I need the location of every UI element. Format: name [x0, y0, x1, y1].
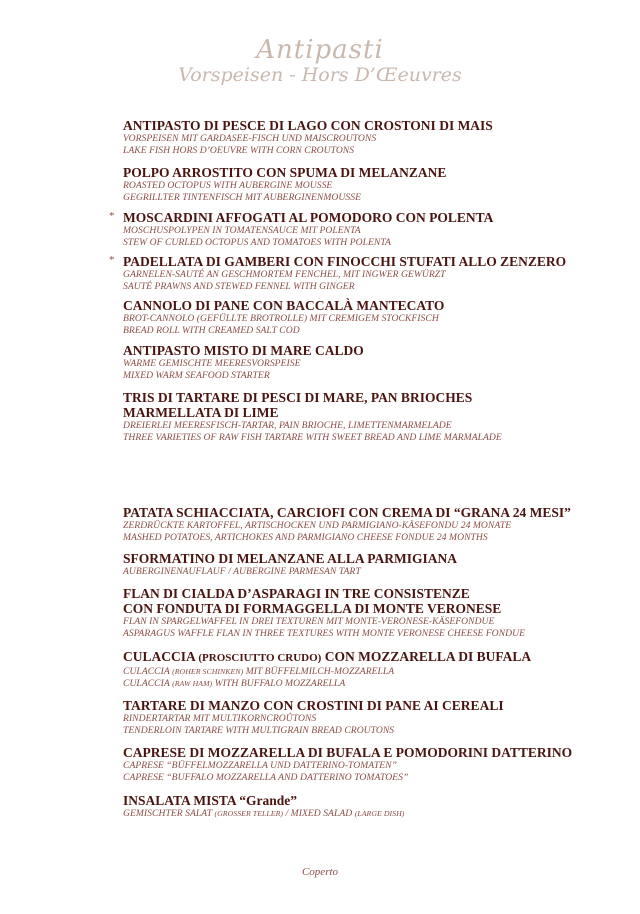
- dish-item: [123, 649, 613, 690]
- dish-name: POLPO ARROSTITO CON SPUMA DI MELANZANE: [123, 165, 447, 180]
- dish-marker: *: [109, 254, 115, 266]
- dish-translation: CAPRESE “BUFFALO MOZZARELLA AND DATTERINO TOMATOES”: [123, 772, 409, 783]
- dish-translation: FLAN IN SPARGELWAFFEL IN DREI TEXTUREN MIT MONTE-VERONESE-KÄSEFONDUE: [123, 616, 495, 627]
- coperto-label: Coperto: [301, 866, 339, 878]
- dish-translation: ASPARAGUS WAFFLE FLAN IN THREE TEXTURES WITH MONTE VERONESE CHEESE FONDUE: [123, 628, 525, 639]
- dish-translation: DREIERLEI MEERESFISCH-TARTAR, PAIN BRIOCHE, LIMETTENMARMELADE: [123, 420, 452, 431]
- dish-item: [123, 298, 613, 337]
- dish-item: [123, 505, 613, 544]
- dish-item: [109, 210, 613, 249]
- dish-translation: TENDERLOIN TARTARE WITH MULTIGRAIN BREAD CROUTONS: [123, 725, 395, 736]
- dish-name: ANTIPASTO DI PESCE DI LAGO CON CROSTONI DI MAIS: [123, 118, 493, 133]
- section-title: Antipasti: [256, 35, 384, 65]
- dish-name: CANNOLO DI PANE CON BACCALÀ MANTECATO: [123, 298, 445, 313]
- dish-translation: BREAD ROLL WITH CREAMED SALT COD: [123, 325, 300, 336]
- dish-name: TARTARE DI MANZO CON CROSTINI DI PANE AI CEREALI: [123, 698, 504, 713]
- dish-name: ANTIPASTO MISTO DI MARE CALDO: [123, 343, 364, 358]
- dish-translation: LAKE FISH HORS D’OEUVRE WITH CORN CROUTONS: [123, 145, 355, 156]
- menu-header: [0, 36, 640, 86]
- dish-item: [123, 118, 613, 157]
- dish-translation: RINDERTARTAR MIT MULTIKORNCROÛTONS: [123, 713, 317, 724]
- dish-translation: MIXED WARM SEAFOOD STARTER: [123, 370, 270, 381]
- dish-translation: BROT-CANNOLO (GEFÜLLTE BROTROLLE) MIT CREMIGEM STOCKFISCH: [123, 313, 439, 324]
- dish-item: [123, 745, 613, 784]
- dish-name: PATATA SCHIACCIATA, CARCIOFI CON CREMA DI “GRANA 24 MESI”: [123, 505, 571, 520]
- dish-marker: *: [109, 210, 115, 222]
- dish-name: MARMELLATA DI LIME: [123, 405, 279, 420]
- dish-item: [123, 551, 613, 578]
- section-subtitle: Vorspeisen - Hors D’Œeuvres: [178, 64, 462, 86]
- dish-name: INSALATA MISTA “Grande”: [123, 793, 298, 808]
- dish-translation: CULACCIA (ROHER SCHINKEN) MIT BÜFFELMILCH-MOZZARELLA: [123, 666, 395, 677]
- dish-name: CON FONDUTA DI FORMAGGELLA DI MONTE VERONESE: [123, 601, 502, 616]
- dish-translation: MASHED POTATOES, ARTICHOKES AND PARMIGIANO CHEESE FONDUE 24 MONTHS: [123, 532, 488, 543]
- dish-item: [123, 390, 613, 444]
- dish-item: [123, 165, 613, 204]
- dish-translation: STEW OF CURLED OCTOPUS AND TOMATOES WITH POLENTA: [123, 237, 391, 248]
- dish-name: CULACCIA (PROSCIUTTO CRUDO) CON MOZZARELLA DI BUFALA: [123, 649, 532, 664]
- dish-name: MOSCARDINI AFFOGATI AL POMODORO CON POLENTA: [123, 210, 494, 225]
- dish-item: [123, 793, 613, 820]
- dish-translation: CULACCIA (RAW HAM) WITH BUFFALO MOZZARELLA: [123, 678, 346, 689]
- dish-translation: VORSPEISEN MIT GARDASEE-FISCH UND MAISCROUTONS: [123, 133, 377, 144]
- dish-translation: GEMISCHTER SALAT (GROSSER TELLER) / MIXED SALAD (LARGE DISH): [123, 808, 405, 819]
- dish-translation: ROASTED OCTOPUS WITH AUBERGINE MOUSSE: [123, 180, 333, 191]
- dish-name: PADELLATA DI GAMBERI CON FINOCCHI STUFATI ALLO ZENZERO: [123, 254, 567, 269]
- dish-translation: ZERDRÜCKTE KARTOFFEL, ARTISCHOCKEN UND PARMIGIANO-KÄSEFONDU 24 MONATE: [123, 520, 512, 531]
- dish-name: SFORMATINO DI MELANZANE ALLA PARMIGIANA: [123, 551, 458, 566]
- dish-item: [109, 254, 613, 293]
- dish-translation: SAUTÉ PRAWNS AND STEWED FENNEL WITH GINGER: [123, 281, 355, 292]
- dish-item: [123, 698, 613, 737]
- dish-translation: THREE VARIETIES OF RAW FISH TARTARE WITH SWEET BREAD AND LIME MARMALADE: [123, 432, 502, 443]
- dish-translation: WARME GEMISCHTE MEERESVORSPEISE: [123, 358, 301, 369]
- dish-item: [123, 343, 613, 382]
- dish-name: CAPRESE DI MOZZARELLA DI BUFALA E POMODORINI DATTERINO: [123, 745, 573, 760]
- dish-name: TRIS DI TARTARE DI PESCI DI MARE, PAN BRIOCHES: [123, 390, 473, 405]
- dish-name: FLAN DI CIALDA D’ASPARAGI IN TRE CONSISTENZE: [123, 586, 470, 601]
- dish-item: [123, 586, 613, 640]
- dish-translation: GEGRILLTER TINTENFISCH MIT AUBERGINENMOUSSE: [123, 192, 361, 203]
- dish-translation: CAPRESE “BÜFFELMOZZARELLA UND DATTERINO-TOMATEN”: [123, 760, 397, 771]
- dish-translation: AUBERGINENAUFLAUF / AUBERGINE PARMESAN TART: [123, 566, 361, 577]
- dish-translation: MOSCHUSPOLYPEN IN TOMATENSAUCE MIT POLENTA: [123, 225, 361, 236]
- dish-translation: GARNELEN-SAUTÉ AN GESCHMORTEM FENCHEL, MIT INGWER GEWÜRZT: [123, 269, 446, 280]
